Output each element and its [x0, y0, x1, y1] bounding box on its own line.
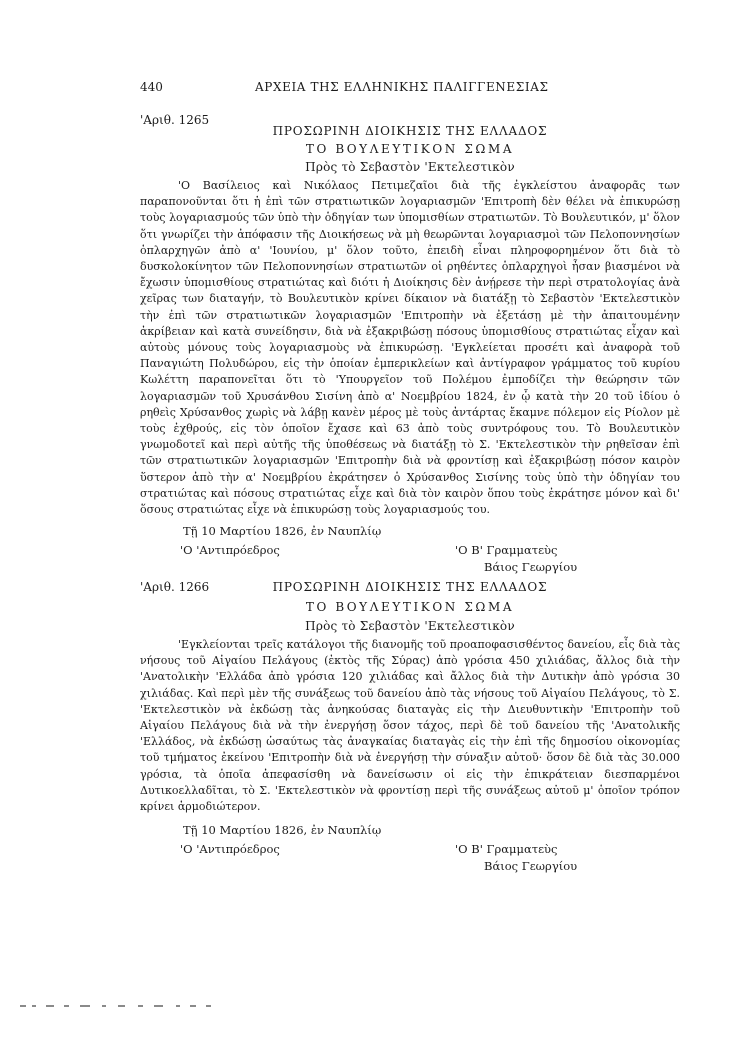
- body-paragraph: 'Ο Βασίλειος καὶ Νικόλαος Πετιμεζαῖοι διὰ τῆς ἐγκλείστου ἀναφορᾶς των παραπονοῦνται ὅτι ἡ ἐπὶ τῶν στρατιωτικῶν λογαριασμῶν 'Επιτροπὴ δὲν θέλει νὰ ἐπικυρώσῃ τοὺς λογαριασμούς τῶν ὑπὸ τὴν ὁδηγίαν των ὑπομισθίων στρατιωτῶν. Τὸ Βουλευτικόν, μ' ὅλον ὅτι γνωρίζει τὴν ἀπόφασιν τῆς Διοικήσεως νὰ μὴ θεωρῶνται λογαριασμοὶ τῶν Πελοποννησίων ὁπλαρχηγῶν ἀπὸ α' 'Ιουνίου, μ' ὅλον τοῦτο, ἐπειδὴ εἶναι πληροφορημένον ὅτι διὰ τὸ δυσκολοκίνητον τῶν Πελοποννησίων στρατιωτῶν οἱ ρηθέντες ὁπλαρχηγοὶ ἦσαν βιασμένοι νὰ ἔχωσιν ὑπομισθίους στρατιώτας καὶ διότι ἡ Διοίκησις δὲν ἀνῄρεσε τὴν περὶ στρατολογίας ἀνὰ χεῖρας των διαταγήν, τὸ Βουλευτικὸν κρίνει δίκαιον νὰ διατάξῃ τὸ Σεβαστὸν 'Εκτελεστικὸν τὴν ἐπὶ τῶν στρατιωτικῶν λογαριασμῶν 'Επιτροπὴν νὰ ἐξετάσῃ μὲ τὴν ἀπαιτουμένην ἀκρίβειαν καὶ κατὰ συνείδησιν, διὰ νὰ ἐξακριβώσῃ πόσους ὑπομισθίους στρατιώτας εἶχαν καὶ αὐτοὺς μόνους τοὺς λογαριασμοὺς νὰ ἐπικυρώσῃ. 'Εγκλείεται προσέτι καὶ ἀναφορὰ τοῦ Παναγιώτη Πολυδώρου, εἰς τὴν ὁποίαν ἐμπερικλείων καὶ ἀντίγραφον γράμματος τοῦ κυρίου Κωλέττη παραπονεῖται ὅτι τὸ 'Υπουργεῖον τοῦ Πολέμου ἐμποδίζει τὴν θεώρησιν τῶν λογαριασμῶν τοῦ Χρυσάνθου Σισίνη ἀπὸ α' Νοεμβρίου 1824, ἐν ᾧ κατὰ τὴν 20 τοῦ ἰδίου ὁ ρηθεὶς Χρύσανθος χωρὶς νὰ λάβῃ κανὲν μέρος μὲ τοὺς ἀντάρτας ἔκαμνε πόλεμον εἰς Ρίολον μὲ τοὺς ἐχθρούς, εἰς τὸν ὁποῖον ἔχασε καὶ 63 ἀπὸ τοὺς συντρόφους του. Τὸ Βουλευτικὸν γνωμοδοτεῖ καὶ περὶ αὐτῆς τῆς ὑποθέσεως νὰ διατάξῃ τὸ Σ. 'Εκτελεστικὸν τὴν ρηθεῖσαν ἐπὶ τῶν στρατιωτικῶν λογαριασμῶν 'Επιτροπὴν διὰ νὰ φροντίσῃ καὶ ἐξακριβώσῃ πόσον καιρὸν ὕστερον ἀπὸ τὴν α' Νοεμβρίου ἐκράτησεν ὁ Χρύσανθος Σισίνης τοὺς ὑπὸ τὴν ὁδηγίαν του στρατιώτας καὶ πόσους στρατιώτας εἶχε καὶ διὰ τὸν καιρὸν ὅπου τοὺς ἐκράτησε μόνον καὶ δι' ὅσους στρατιώτας εἶχε νὰ ἐπικυρώσῃ τοὺς λογαριασμούς του.: [140, 179, 680, 517]
- document-addressee: Πρὸς τὸ Σεβαστὸν 'Εκτελεστικὸν: [305, 160, 515, 174]
- date-line: Τῇ 10 Μαρτίου 1826, ἐν Ναυπλίῳ: [183, 524, 382, 538]
- document-addressee: Πρὸς τὸ Σεβαστὸν 'Εκτελεστικὸν: [305, 619, 515, 633]
- signer-right-role: 'Ο Β' Γραμματεὺς: [455, 543, 558, 557]
- signer-right-role: 'Ο Β' Γραμματεὺς: [455, 842, 558, 856]
- document-body: [140, 178, 680, 518]
- document-subheading: ΤΟ ΒΟΥΛΕΥΤΙΚΟΝ ΣΩΜΑ: [305, 600, 515, 614]
- date-line: Τῇ 10 Μαρτίου 1826, ἐν Ναυπλίῳ: [183, 823, 382, 837]
- signer-right-name: Βάιος Γεωργίου: [484, 560, 578, 574]
- document-number: 'Αριθ. 1265: [140, 113, 210, 127]
- page-header: [140, 80, 680, 98]
- page-number: 440: [140, 80, 163, 94]
- document-number: 'Αριθ. 1266: [140, 580, 210, 594]
- body-paragraph: 'Εγκλείονται τρεῖς κατάλογοι τῆς διανομῆς τοῦ προαποφασισθέντος δανείου, εἷς διὰ τὰς νήσους τοῦ Αἰγαίου Πελάγους (ἐκτὸς τῆς Σύρας) ἀπὸ γρόσια 450 χιλιάδας, ἄλλος διὰ τὴν 'Ανατολικὴν 'Ελλάδα ἀπὸ γρόσια 120 χιλιάδας καὶ ἄλλος διὰ τὴν Δυτικὴν ἀπὸ γρόσια 30 χιλιάδας. Καὶ περὶ μὲν τῆς συνάξεως τοῦ δανείου ἀπὸ τὰς νήσους τοῦ Αἰγαίου Πελάγους, τὸ Σ. 'Εκτελεστικὸν νὰ ἐκδώσῃ τὰς ἀνηκούσας διαταγὰς εἰς τὴν Διευθυντικὴν 'Επιτροπὴν τοῦ Αἰγαίου Πελάγους διὰ νὰ τὴν ἐνεργήσῃ ὅσον τάχος, περὶ δὲ τοῦ δανείου τῆς 'Ανατολικῆς 'Ελλάδος, νὰ ἐκδώσῃ ὡσαύτως τὰς ἀναγκαίας διαταγὰς εἰς τὴν ἐπὶ τῆς δημοσίου οἰκονομίας τοῦ τμήματος ἐκείνου 'Επιτροπὴν διὰ νὰ ἐνεργήσῃ τὴν σύναξιν αὐτοῦ· ὅσον δὲ διὰ τὰς 30.000 γρόσια, τὰ ὁποῖα ἀπεφασίσθη νὰ δανείσωσιν οἱ εἰς τὴν ἐπικράτειαν διεσπαρμένοι Δυτικοελλαδῖται, τὸ Σ. 'Εκτελεστικὸν νὰ φροντίσῃ περὶ τῆς συνάξεως αὐτοῦ μ' ὁποῖον τρόπον κρίνει ἁρμοδιώτερον.: [140, 638, 680, 814]
- document-body: [140, 637, 680, 815]
- document-heading: ΠΡΟΣΩΡΙΝΗ ΔΙΟΙΚΗΣΙΣ ΤΗΣ ΕΛΛΑΔΟΣ: [272, 580, 548, 594]
- signer-right-name: Βάιος Γεωργίου: [484, 859, 578, 873]
- running-title: ΑΡΧΕΙΑ ΤΗΣ ΕΛΛΗΝΙΚΗΣ ΠΑΛΙΓΓΕΝΕΣΙΑΣ: [255, 80, 549, 94]
- scan-artifact-marks: [20, 1005, 220, 1009]
- document-subheading: ΤΟ ΒΟΥΛΕΥΤΙΚΟΝ ΣΩΜΑ: [305, 142, 515, 156]
- document-heading: ΠΡΟΣΩΡΙΝΗ ΔΙΟΙΚΗΣΙΣ ΤΗΣ ΕΛΛΑΔΟΣ: [272, 124, 548, 138]
- signer-left: 'Ο 'Αντιπρόεδρος: [180, 543, 280, 557]
- signer-left: 'Ο 'Αντιπρόεδρος: [180, 842, 280, 856]
